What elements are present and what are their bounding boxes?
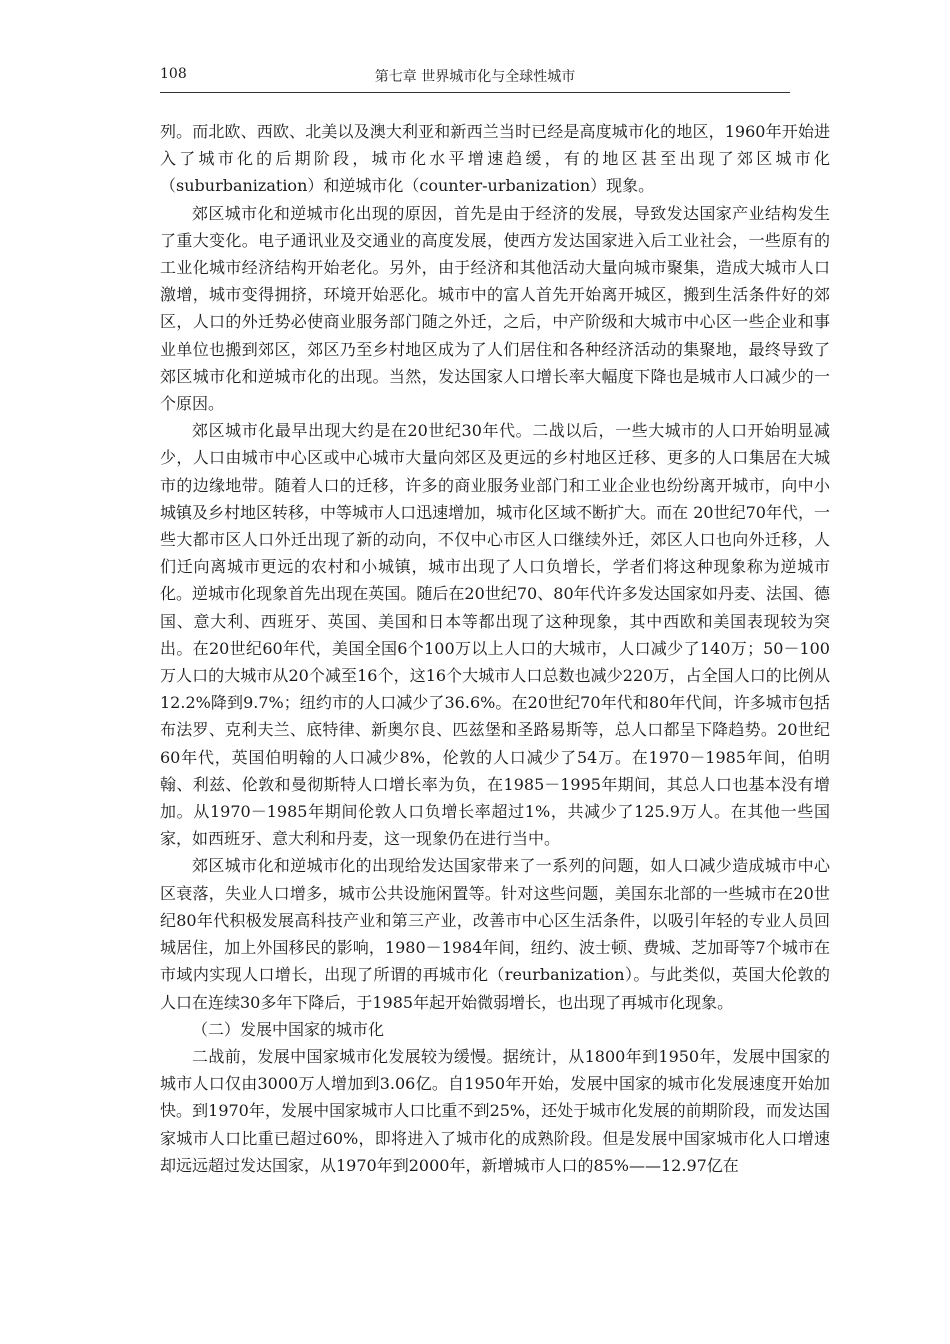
paragraph-continuation: 列。而北欧、西欧、北美以及澳大利亚和新西兰当时已经是高度城市化的地区，1960年开始进入了城市化的后期阶段，城市化水平增速趋缓，有的地区甚至出现了郊区城市化（suburbanization）和逆城市化（counter-urbanization）现象。 [160,122,830,196]
section-heading: （二）发展中国家的城市化 [192,1019,385,1039]
paragraph-developing-countries: 二战前，发展中国家城市化发展较为缓慢。据统计，从1800年到1950年，发展中国家的城市人口仅由3000万人增加到3.06亿。自1950年开始，发展中国家的城市化发展速度开始加快。到1970年，发展中国家城市人口比重不到25%，还处于城市化发展的前期阶段，而发达国家城市人口比重已超过60%，即将进入了城市化的成熟阶段。但是发展中国家城市化人口增速却远远超过发达国家，从1970年到2000年，新增城市人口的85%——12.97亿在 [160,1046,830,1175]
page-header [160,64,790,93]
running-title: 第七章 世界城市化与全球性城市 [374,69,576,85]
paragraph-causes: 郊区城市化和逆城市化出现的原因，首先是由于经济的发展，导致发达国家产业结构发生了重大变化。电子通讯业及交通业的高度发展，使西方发达国家进入后工业社会，一些原有的工业化城市经济结构开始老化。另外，由于经济和其他活动大量向城市聚集，造成大城市人口激增，城市变得拥挤，环境开始恶化。城市中的富人首先开始离开城区，搬到生活条件好的郊区，人口的外迁势必使商业服务部门随之外迁，之后，中产阶级和大城市中心区一些企业和事业单位也搬到郊区，郊区乃至乡村地区成为了人们居住和各种经济活动的集聚地，最终导致了郊区城市化和逆城市化的出现。当然，发达国家人口增长率大幅度下降也是城市人口减少的一个原因。 [160,203,830,414]
page-number: 108 [160,66,187,82]
page-body [160,118,830,1179]
paragraph-reurbanization: 郊区城市化和逆城市化的出现给发达国家带来了一系列的问题，如人口减少造成城市中心区衰落，失业人口增多，城市公共设施闲置等。针对这些问题，美国东北部的一些城市在20世纪80年代积极发展高科技产业和第三产业，改善市中心区生活条件，以吸引年轻的专业人员回城居住，加上外国移民的影响，1980－1984年间，纽约、波士顿、费城、芝加哥等7个城市在市域内实现人口增长，出现了所谓的再城市化（reurbanization）。与此类似，英国大伦敦的人口在连续30多年下降后，于1985年起开始微弱增长，也出现了再城市化现象。 [160,856,830,1012]
paragraph-suburbanization-history: 郊区城市化最早出现大约是在20世纪30年代。二战以后，一些大城市的人口开始明显减少，人口由城市中心区或中心城市大量向郊区及更远的乡村地区迁移、更多的人口集居在大城市的边缘地带。随着人口的迁移，许多的商业服务业部门和工业企业也纷纷离开城市，向中小城镇及乡村地区转移，中等城市人口迅速增加，城市化区域不断扩大。而在 20世纪70年代，一些大都市区人口外迁出现了新的动向，不仅中心市区人口继续外迁，郊区人口也向外迁移，人们迁向离城市更远的农村和小城镇，城市出现了人口负增长，学者们将这种现象称为逆城市化。逆城市化现象首先出现在英国。随后在20世纪70、80年代许多发达国家如丹麦、法国、德国、意大利、西班牙、英国、美国和日本等都出现了这种现象，其中西欧和美国表现较为突出。在20世纪60年代，美国全国6个100万以上人口的大城市，人口减少了140万；50－100万人口的大城市从20个减至16个，这16个大城市人口总数也减少220万，占全国人口的比例从12.2%降到9.7%；纽约市的人口减少了36.6%。在20世纪70年代和80年代间，许多城市包括布法罗、克利夫兰、底特律、新奥尔良、匹兹堡和圣路易斯等，总人口都呈下降趋势。20世纪60年代，英国伯明翰的人口减少8%，伦敦的人口减少了54万。在1970－1985年间，伯明翰、利兹、伦敦和曼彻斯特人口增长率为负，在1985－1995年期间，其总人口也基本没有增加。从1970－1985年期间伦敦人口负增长率超过1%，共减少了125.9万人。在其他一些国家，如西班牙、意大利和丹麦，这一现象仍在进行当中。 [160,421,830,849]
